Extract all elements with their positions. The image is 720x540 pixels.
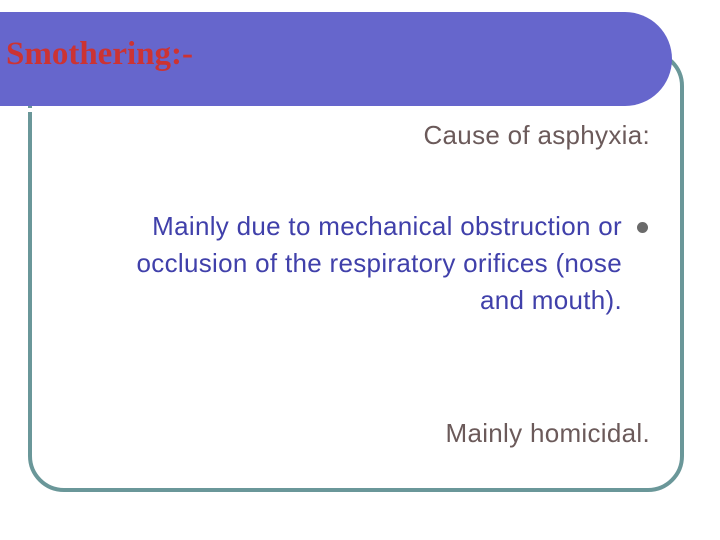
footer-statement: Mainly homicidal.	[445, 418, 650, 448]
slide-title: Smothering:-	[6, 36, 193, 72]
bullet-paragraph: Mainly due to mechanical obstruction or occlusion of the respiratory orifices (nose and mouth).	[136, 211, 622, 315]
cause-heading: Cause of asphyxia:	[423, 120, 650, 150]
bullet-dot-icon	[637, 222, 648, 233]
title-underline	[0, 108, 638, 112]
